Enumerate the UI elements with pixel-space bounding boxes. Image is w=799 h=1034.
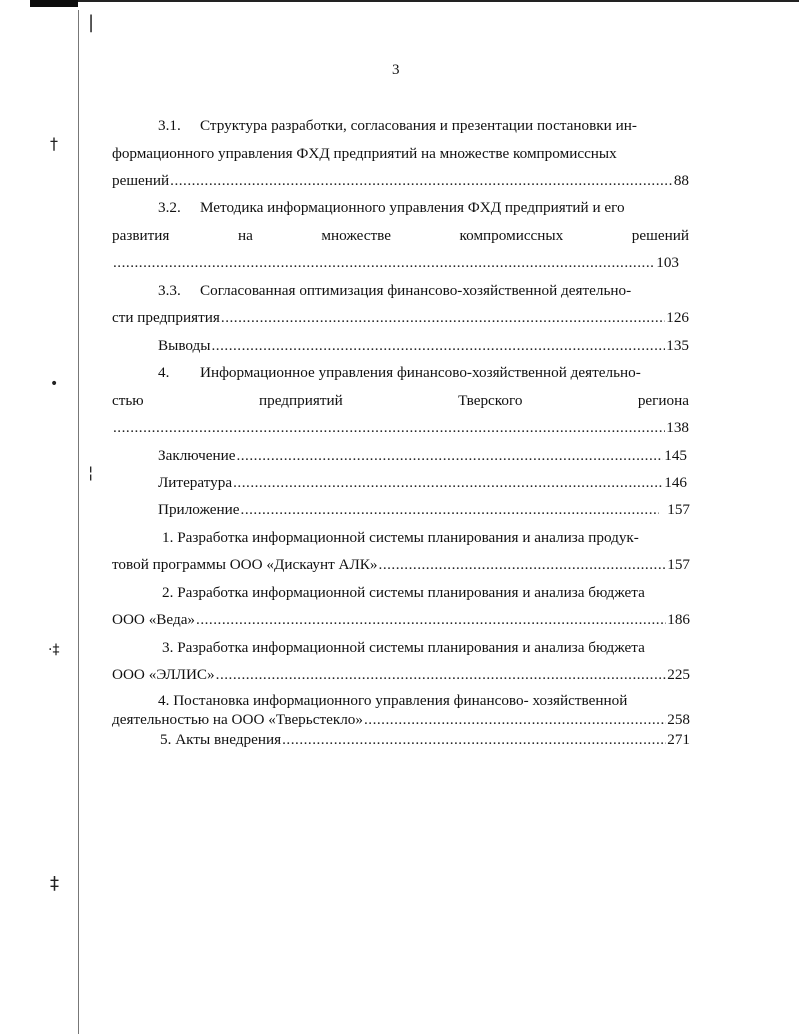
toc-entry-3-1-line1 [158,116,637,136]
toc-page-number: 157 [667,501,690,518]
toc-entry-conclusions [158,336,689,356]
toc-word: стью [112,392,144,409]
leader-dots [233,473,663,493]
toc-entry-app1-line2 [112,555,690,575]
toc-entry-title: Согласованная оптимизация финансово-хозяйственной деятельно- [200,282,632,299]
toc-entry-4-line2 [112,391,689,411]
toc-entry-title: деятельностью на ООО «Тверьстекло» [112,711,363,728]
toc-page-number: 103 [656,254,679,271]
toc-word: множестве [321,227,391,244]
toc-word: развития [112,227,170,244]
toc-entry-title: сти предприятия [112,309,220,326]
leader-dots [282,730,666,750]
toc-word: компромиссных [459,227,564,244]
toc-entry-title: 3. Разработка информационной системы планирования и анализа бюджета [162,639,645,656]
leader-dots [212,336,666,356]
toc-entry-title: решений [112,172,170,189]
leader-dots [236,446,663,466]
toc-entry-number: 3.2. [158,199,181,216]
leader-dots [364,710,666,730]
toc-entry-app1-line1 [162,528,639,548]
toc-word: решений [631,227,689,244]
scan-mark: ‡ [50,873,59,894]
toc-entry-title: 2. Разработка информационной системы планирования и анализа бюджета [162,584,645,601]
leader-dots [221,308,665,328]
toc-entry-title: ООО «Веда» [112,611,196,628]
toc-entry-title: Информационное управления финансово-хозяйственной деятельно- [200,364,641,381]
toc-page-number: 88 [673,172,689,189]
toc-entry-title: Методика информационного управления ФХД предприятий и его [200,199,625,216]
toc-entry-3-3-line1 [158,281,631,301]
toc-entry-app5 [160,730,690,750]
toc-entry-app4-line2 [112,710,690,730]
toc-entry-title: 4. Постановка информационного управления финансово- хозяйственной [158,692,628,709]
leader-dots [196,610,666,630]
toc-entry-app4-line1 [158,691,627,711]
toc-entry-app3-line1 [162,638,645,658]
toc-entry-conclusion [158,446,687,466]
leader-dots [170,171,673,191]
scan-mark: | [88,12,95,33]
toc-entry-app2-line1 [162,583,645,603]
toc-entry-3-2-line3 [112,253,679,273]
toc-entry-title: 1. Разработка информационной системы планирования и анализа продук- [162,529,639,546]
toc-page-number: 258 [667,711,690,728]
toc-entry-title: ООО «ЭЛЛИС» [112,666,215,683]
toc-entry-appendix [158,500,690,520]
toc-page-number: 145 [664,447,687,464]
toc-page-number: 146 [664,474,687,491]
scan-mark: ·‡ [48,642,60,658]
leader-dots [113,418,665,438]
toc-entry-3-1-line2 [112,144,617,164]
toc-entry-title: Выводы [158,337,211,354]
toc-word: региона [637,392,689,409]
toc-entry-3-1-line3 [112,171,689,191]
toc-entry-app2-line2 [112,610,690,630]
toc-entry-number: 3.1. [158,117,181,134]
scan-mark: • [50,376,59,392]
toc-page-number: 126 [666,309,689,326]
toc-entry-title: Литература [158,474,233,491]
toc-entry-4-line3 [112,418,689,438]
toc-page-number: 135 [666,337,689,354]
toc-word: предприятий [259,392,343,409]
scan-mark: ¦ [88,463,94,482]
toc-entry-4-line1 [158,363,641,383]
leader-dots [216,665,667,685]
toc-page-number: 186 [667,611,690,628]
leader-dots [379,555,667,575]
leader-dots [113,253,655,273]
toc-entry-literature [158,473,687,493]
leader-dots [241,500,660,520]
scan-mark: † [50,134,58,153]
toc-page-number: 225 [667,666,690,683]
toc-entry-title: Приложение [158,501,240,518]
toc-entry-number: 4. [158,364,170,381]
toc-entry-title: Заключение [158,447,236,464]
toc-page-number: 157 [667,556,690,573]
toc-entry-number: 3.3. [158,282,181,299]
toc-entry-title: формационного управления ФХД предприятий на множестве компромиссных [112,145,617,162]
toc-entry-3-2-line2 [112,226,689,246]
toc-entry-title: 5. Акты внедрения [160,731,282,748]
toc-word: на [237,227,253,244]
toc-page-number: 138 [666,419,689,436]
toc-word: Тверского [458,392,523,409]
page-number: 3 [392,62,400,78]
toc-entry-title: товой программы ООО «Дискаунт АЛК» [112,556,378,573]
toc-entry-3-2-line1 [158,198,625,218]
toc-page-number: 271 [667,731,690,748]
toc-entry-title: Структура разработки, согласования и презентации постановки ин- [200,117,637,134]
toc-entry-3-3-line2 [112,308,689,328]
toc-entry-app3-line2 [112,665,690,685]
